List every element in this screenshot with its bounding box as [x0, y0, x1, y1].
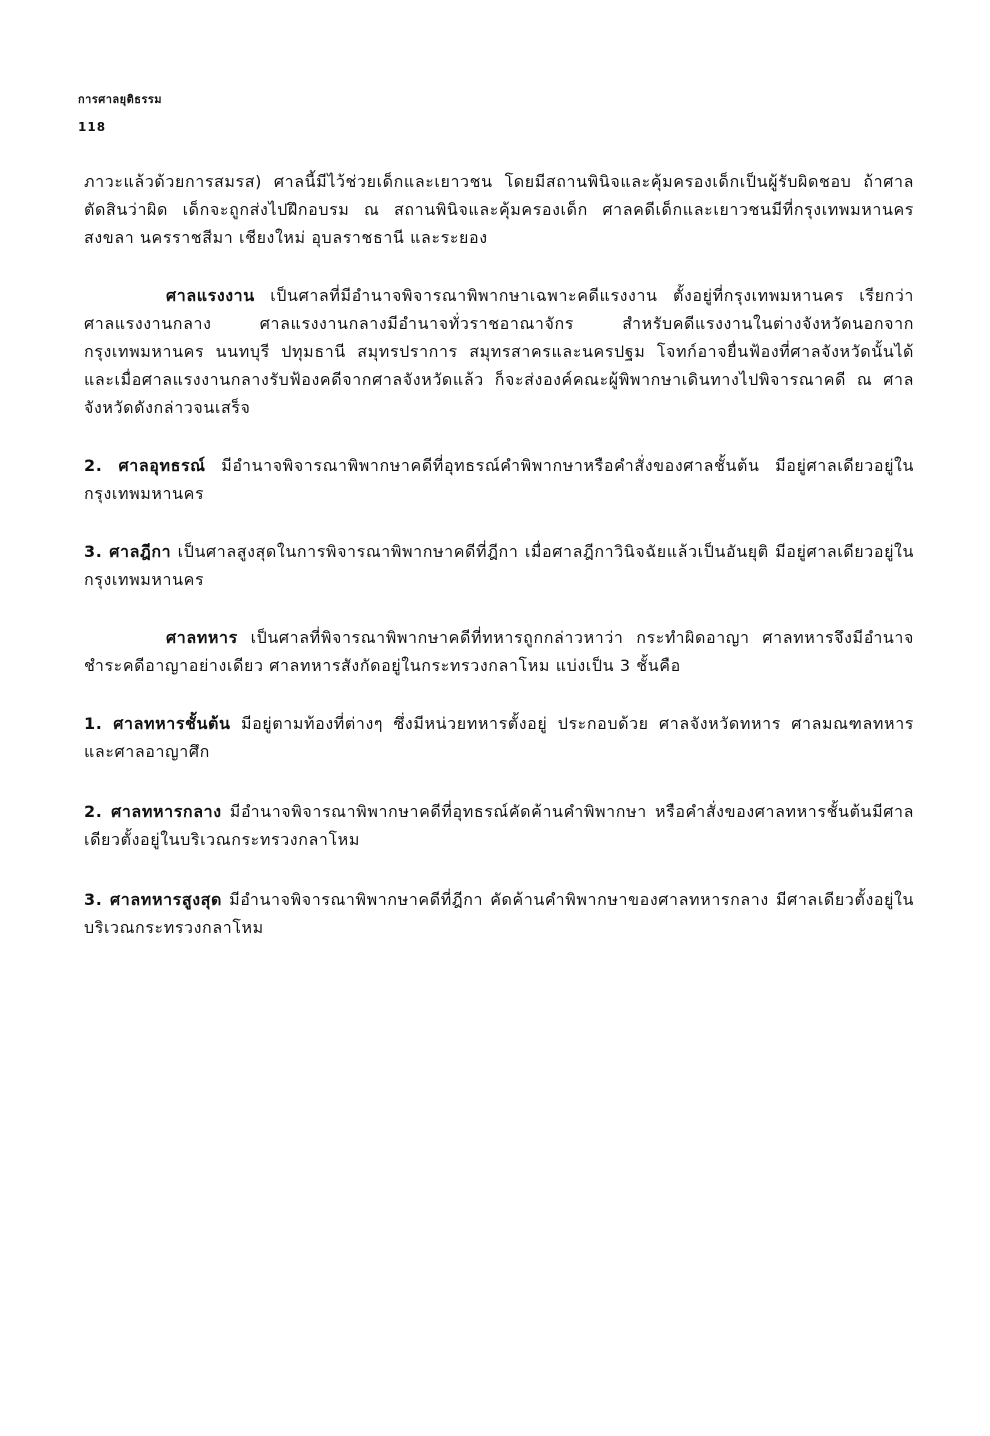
- document-body: [84, 168, 914, 972]
- paragraph-military-court-central: [84, 798, 914, 854]
- paragraph-text: มีอยู่ตามท้องที่ต่างๆ ซึ่งมีหน่วยทหารตั้งอยู่ ประกอบด้วย ศาลจังหวัดทหาร ศาลมณฑลทหาร และศาลอาญาศึก: [84, 714, 914, 761]
- paragraph-military-court-supreme: [84, 886, 914, 942]
- paragraph-lead: ศาลทหาร: [166, 628, 238, 647]
- paragraph-labour-court: [84, 282, 914, 422]
- paragraph-lead: 1. ศาลทหารชั้นต้น: [84, 714, 231, 733]
- running-head: การศาลยุติธรรม: [78, 93, 163, 106]
- paragraph-text: มีอำนาจพิจารณาพิพากษาคดีที่ฎีกา คัดค้านคำพิพากษาของศาลทหารกลาง มีศาลเดียวตั้งอยู่ในบริเวณกระทรวงกลาโหม: [84, 890, 914, 937]
- paragraph-lead: 2. ศาลทหารกลาง: [84, 802, 222, 821]
- paragraph-text: เป็นศาลที่มีอำนาจพิจารณาพิพากษาเฉพาะคดีแรงงาน ตั้งอยู่ที่กรุงเทพมหานคร เรียกว่าศาลแรงงานกลาง ศาลแรงงานกลางมีอำนาจทั่วราชอาณาจักร สำหรับคดีแรงงานในต่างจังหวัดนอกจากกรุงเทพมหานคร นนทบุรี ปทุมธานี สมุทรปราการ สมุทรสาครและนครปฐม โจทก์อาจยื่นฟ้องที่ศาลจังหวัดนั้นได้ และเมื่อศาลแรงงานกลางรับฟ้องคดีจากศาลจังหวัดแล้ว ก็จะส่งองค์คณะผู้พิพากษาเดินทางไปพิจารณาคดี ณ ศาลจังหวัดดังกล่าวจนเสร็จ: [84, 286, 914, 417]
- paragraph-lead: 2. ศาลอุทธรณ์: [84, 456, 206, 475]
- paragraph-text: มีอำนาจพิจารณาพิพากษาคดีที่อุทธรณ์คัดค้านคำพิพากษา หรือคำสั่งของศาลทหารชั้นต้นมีศาลเดียวตั้งอยู่ในบริเวณกระทรวงกลาโหม: [84, 802, 914, 849]
- paragraph-text: ภาวะแล้วด้วยการสมรส) ศาลนี้มีไว้ช่วยเด็กและเยาวชน โดยมีสถานพินิจและคุ้มครองเด็กเป็นผู้รับผิดชอบ ถ้าศาลตัดสินว่าผิด เด็กจะถูกส่งไปฝึกอบรม ณ สถานพินิจและคุ้มครองเด็ก ศาลคดีเด็กและเยาวชนมีที่กรุงเทพมหานคร สงขลา นครราชสีมา เชียงใหม่ อุบลราชธานี และระยอง: [84, 172, 914, 247]
- paragraph-text: เป็นศาลสูงสุดในการพิจารณาพิพากษาคดีที่ฎีกา เมื่อศาลฎีกาวินิจฉัยแล้วเป็นอันยุติ มีอยู่ศาลเดียวอยู่ในกรุงเทพมหานคร: [84, 542, 914, 589]
- paragraph-appeal-court: [84, 452, 914, 508]
- paragraph-text: เป็นศาลที่พิจารณาพิพากษาคดีที่ทหารถูกกล่าวหาว่า กระทำผิดอาญา ศาลทหารจึงมีอำนาจชำระคดีอาญาอย่างเดียว ศาลทหารสังกัดอยู่ในกระทรวงกลาโหม แบ่งเป็น 3 ชั้นคือ: [84, 628, 914, 675]
- paragraph-lead: 3. ศาลฎีกา: [84, 542, 172, 561]
- paragraph-juvenile-court: [84, 168, 914, 252]
- page-number: 118: [78, 120, 107, 134]
- paragraph-military-court: [84, 624, 914, 680]
- paragraph-text: มีอำนาจพิจารณาพิพากษาคดีที่อุทธรณ์คำพิพากษาหรือคำสั่งของศาลชั้นต้น มีอยู่ศาลเดียวอยู่ในกรุงเทพมหานคร: [84, 456, 914, 503]
- paragraph-military-court-first-instance: [84, 710, 914, 766]
- paragraph-lead: ศาลแรงงาน: [166, 286, 255, 305]
- paragraph-lead: 3. ศาลทหารสูงสุด: [84, 890, 222, 909]
- paragraph-supreme-court: [84, 538, 914, 594]
